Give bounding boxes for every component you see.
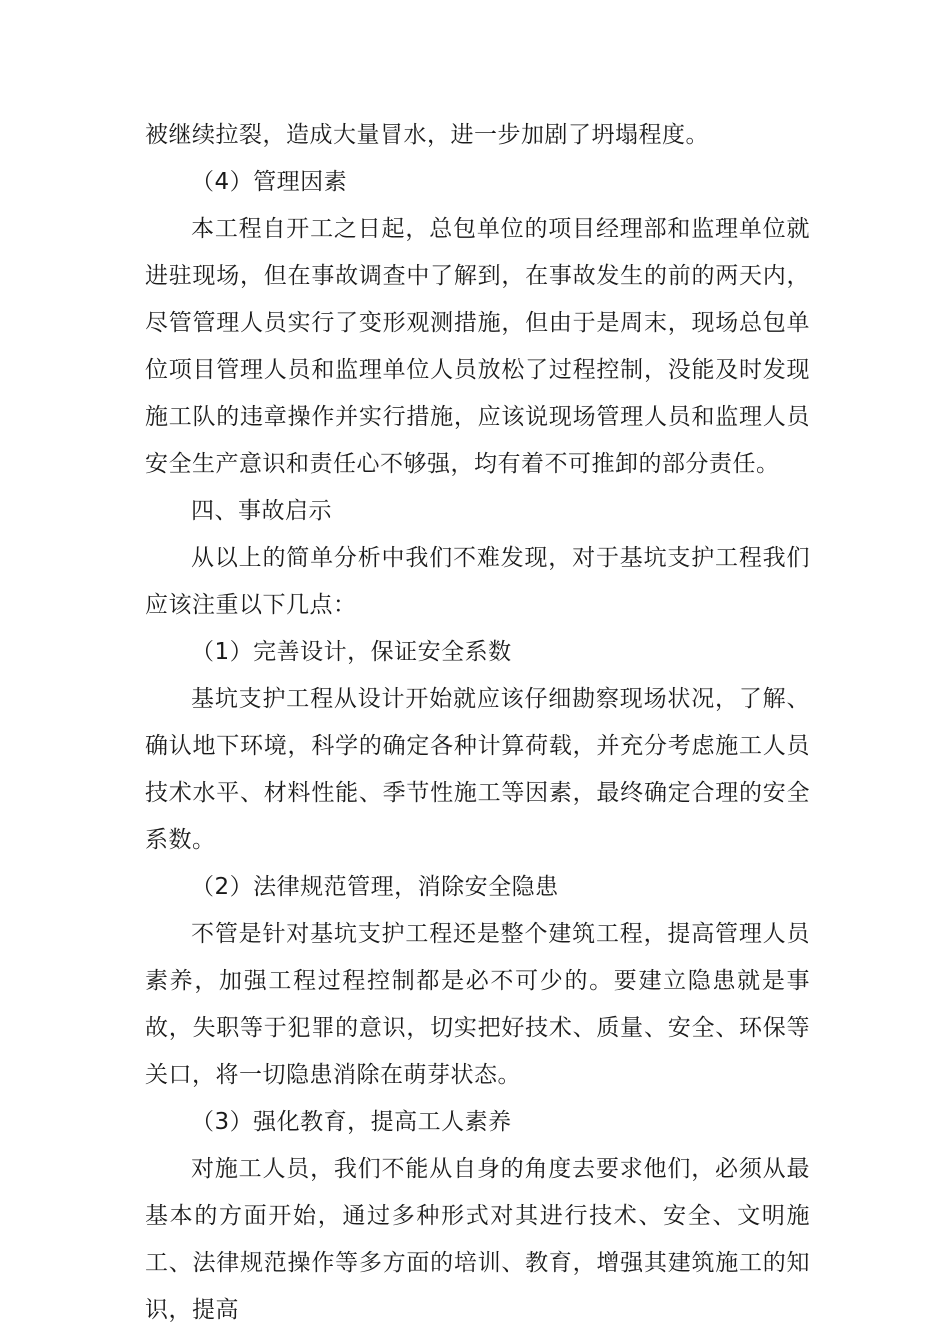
paragraph-management: 本工程自开工之日起，总包单位的项目经理部和监理单位就进驻现场，但在事故调查中了解到，在事故发生的前的两天内，尽管管理人员实行了变形观测措施，但由于是周末，现场总包单位项目管理人员和监理单位人员放松了过程控制，没能及时发现施工队的违章操作并实行措施，应该说现场管理人员和监理人员安全生产意识和责任心不够强，均有着不可推卸的部分责任。 — [145, 216, 810, 477]
paragraph-education: 对施工人员，我们不能从自身的角度去要求他们，必须从最基本的方面开始，通过多种形式对其进行技术、安全、文明施工、法律规范操作等多方面的培训、教育，增强其建筑施工的知识，提高 — [145, 1156, 810, 1323]
heading-education: （3）强化教育，提高工人素养 — [191, 1109, 512, 1135]
paragraph-design: 基坑支护工程从设计开始就应该仔细勘察现场状况，了解、确认地下环境，科学的确定各种计算荷载，并充分考虑施工人员技术水平、材料性能、季节性施工等因素，最终确定合理的安全系数。 — [145, 686, 810, 853]
section-heading-lessons: 四、事故启示 — [191, 498, 332, 524]
heading-design: （1）完善设计，保证安全系数 — [191, 639, 512, 665]
heading-law: （2）法律规范管理，消除安全隐患 — [191, 874, 559, 900]
document-body — [145, 112, 810, 1334]
paragraph-law: 不管是针对基坑支护工程还是整个建筑工程，提高管理人员素养，加强工程过程控制都是必不可少的。要建立隐患就是事故，失职等于犯罪的意识，切实把好技术、质量、安全、环保等关口，将一切隐患消除在萌芽状态。 — [145, 921, 810, 1088]
paragraph-continuation: 被继续拉裂，造成大量冒水，进一步加剧了坍塌程度。 — [145, 122, 709, 148]
paragraph-intro: 从以上的简单分析中我们不难发现，对于基坑支护工程我们应该注重以下几点： — [145, 545, 810, 618]
heading-management-factors: （4）管理因素 — [191, 169, 348, 195]
